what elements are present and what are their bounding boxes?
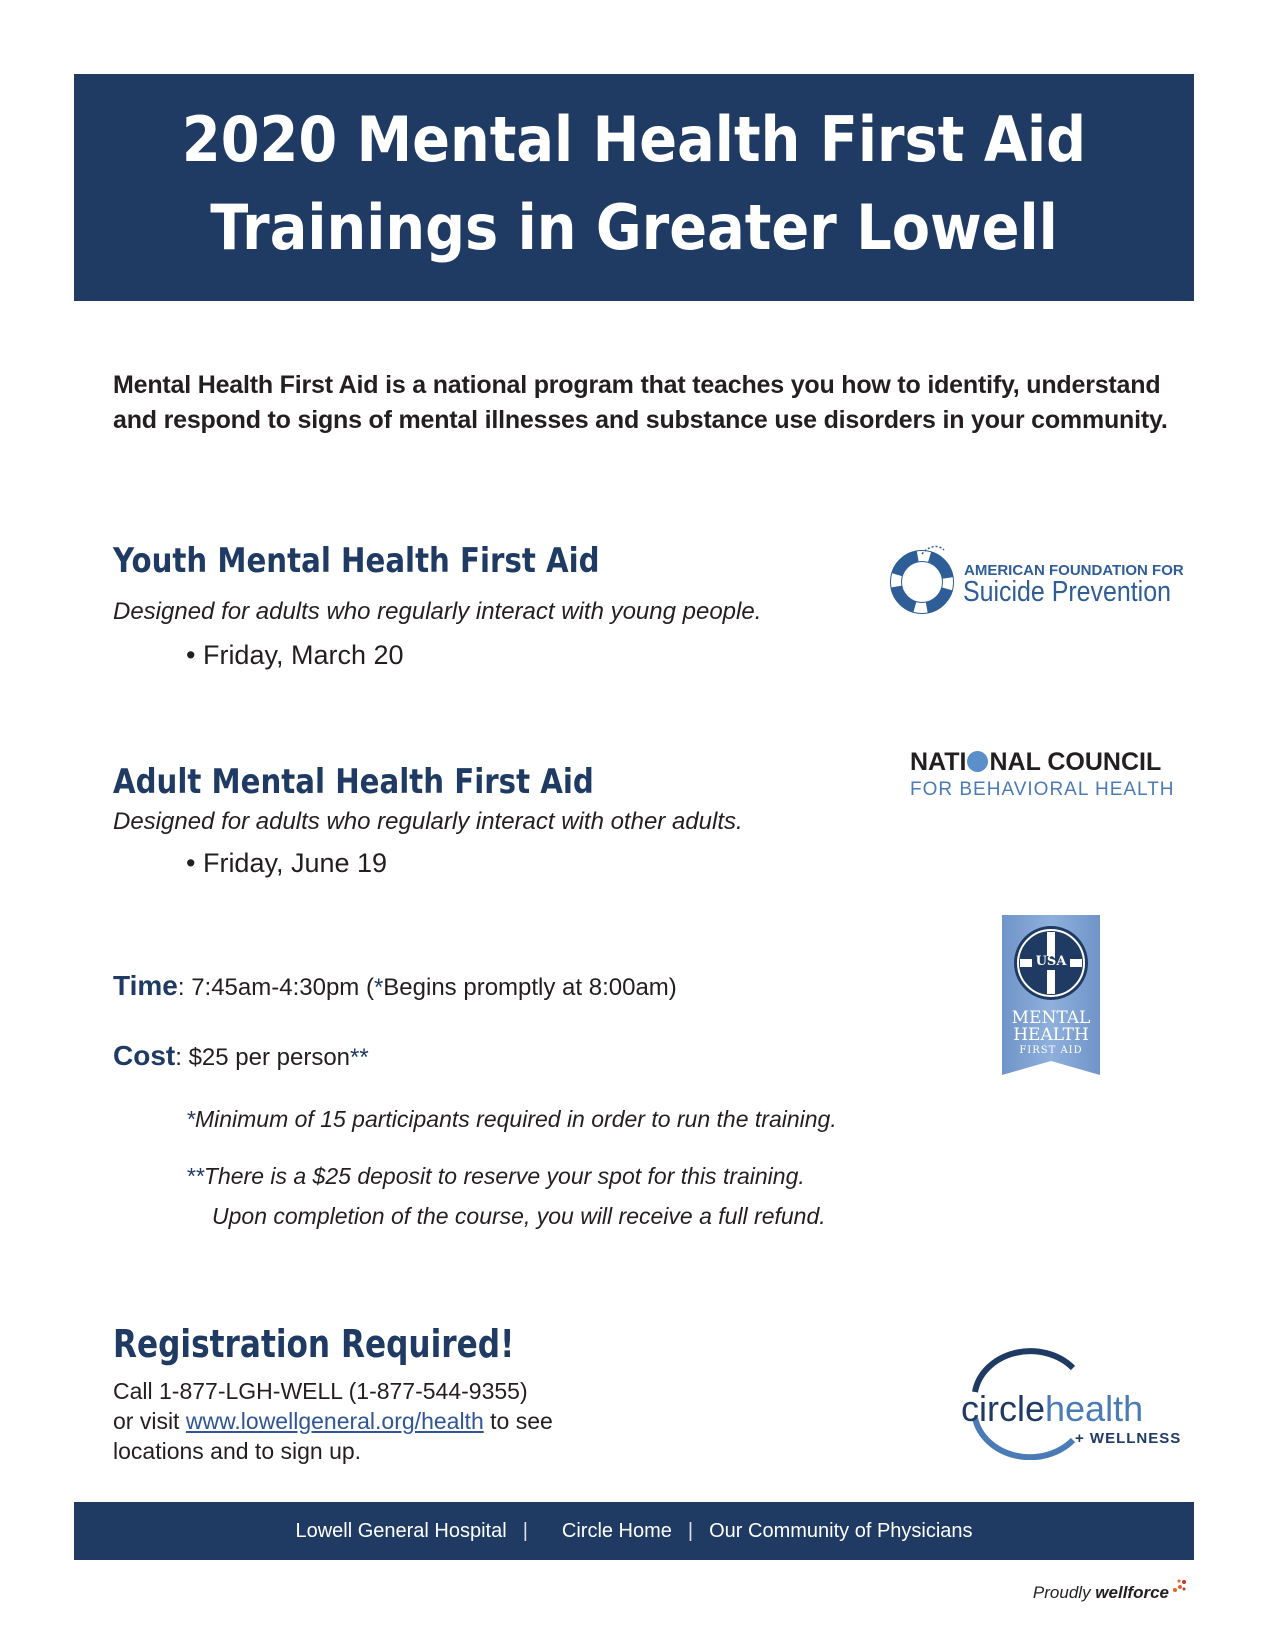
wellness-word: + WELLNESS [1075,1430,1182,1447]
adult-section-title: Adult Mental Health First Aid [113,762,594,802]
mhfa-line-1: MENTAL [1011,1008,1091,1028]
intro-paragraph: Mental Health First Aid is a national program that teaches you how to identify, understand and respond to signs of mental illnesses and substance use disorders in your community. [113,371,1168,434]
youth-description: Designed for adults who regularly interact with young people. [113,598,762,625]
note2-line-1: There is a $25 deposit to reserve your spot for this training. [203,1163,805,1189]
time-note: Begins promptly at 8:00am) [383,974,677,1001]
registration-visit [113,1408,553,1435]
proudly-text: Proudly [1032,1583,1096,1602]
footer-link-circle-home[interactable]: Circle Home [561,1519,672,1542]
registration-link[interactable]: www.lowellgeneral.org/health [185,1408,484,1434]
lifebuoy-icon [888,540,958,620]
mhfa-ribbon-logo [1000,915,1102,1077]
registration-call: Call 1-877-LGH-WELL (1-877-544-9355) [113,1378,528,1404]
visit-suffix: to see [483,1408,553,1434]
visit-prefix: or visit [113,1408,186,1434]
health-word: health [1045,1388,1144,1429]
time-label: Time [113,970,178,1001]
mhfa-line-3: FIRST AID [1019,1045,1083,1056]
circlehealth-wordmark [961,1388,1143,1430]
adult-date: • Friday, June 19 [186,848,388,878]
note1-text: Minimum of 15 participants required in order to run the training. [194,1106,837,1132]
wellforce-dots-icon [1171,1578,1187,1594]
note-minimum [186,1106,837,1133]
mhfa-line-2: HEALTH [1013,1025,1089,1045]
ncbh-line-1a: NATI [910,748,967,776]
footer-link-physicians[interactable]: Our Community of Physicians [709,1519,973,1542]
page-title-line-2: Trainings in Greater Lowell [210,191,1058,264]
cost-stars: ** [350,1044,369,1071]
adult-description: Designed for adults who regularly interact with other adults. [113,808,743,835]
page-title-line-1: 2020 Mental Health First Aid [181,103,1087,176]
footer-separator: | [522,1519,528,1542]
time-value: : 7:45am-4:30pm ( [177,974,374,1001]
youth-date: • Friday, March 20 [186,640,404,670]
afsp-logo [888,540,1198,620]
registration-title: Registration Required! [113,1322,515,1366]
wellforce-brand: wellforce [1095,1583,1169,1602]
registration-locations: locations and to sign up. [113,1438,362,1464]
afsp-line-1: AMERICAN FOUNDATION FOR [964,562,1184,579]
time-line [113,970,677,1002]
time-star: * [373,974,384,1001]
note-deposit [186,1163,805,1190]
ncbh-line-1 [910,748,1161,777]
afsp-line-2: Suicide Prevention [963,576,1171,608]
circle-word: circle [961,1388,1046,1429]
ncbh-line-2: FOR BEHAVIORAL HEALTH [910,779,1175,800]
cost-label: Cost [113,1040,176,1071]
wellforce-tag [1033,1578,1187,1603]
note2-stars: ** [186,1163,204,1189]
note1-star: * [186,1106,195,1132]
globe-icon [967,751,988,772]
footer-separator: | [687,1519,694,1542]
national-council-logo [910,748,1200,808]
header-banner [74,74,1194,301]
cost-line [113,1040,369,1072]
footer-link-hospital[interactable]: Lowell General Hospital [295,1519,507,1542]
mhfa-usa: USA [1035,954,1067,969]
youth-section-title: Youth Mental Health First Aid [113,541,600,581]
circlehealth-logo [955,1348,1205,1460]
note2-line-2: Upon completion of the course, you will receive a full refund. [212,1203,826,1229]
cost-value: : $25 per person [175,1044,351,1071]
ncbh-line-1b: NAL COUNCIL [989,748,1162,776]
footer-bar [74,1502,1194,1560]
